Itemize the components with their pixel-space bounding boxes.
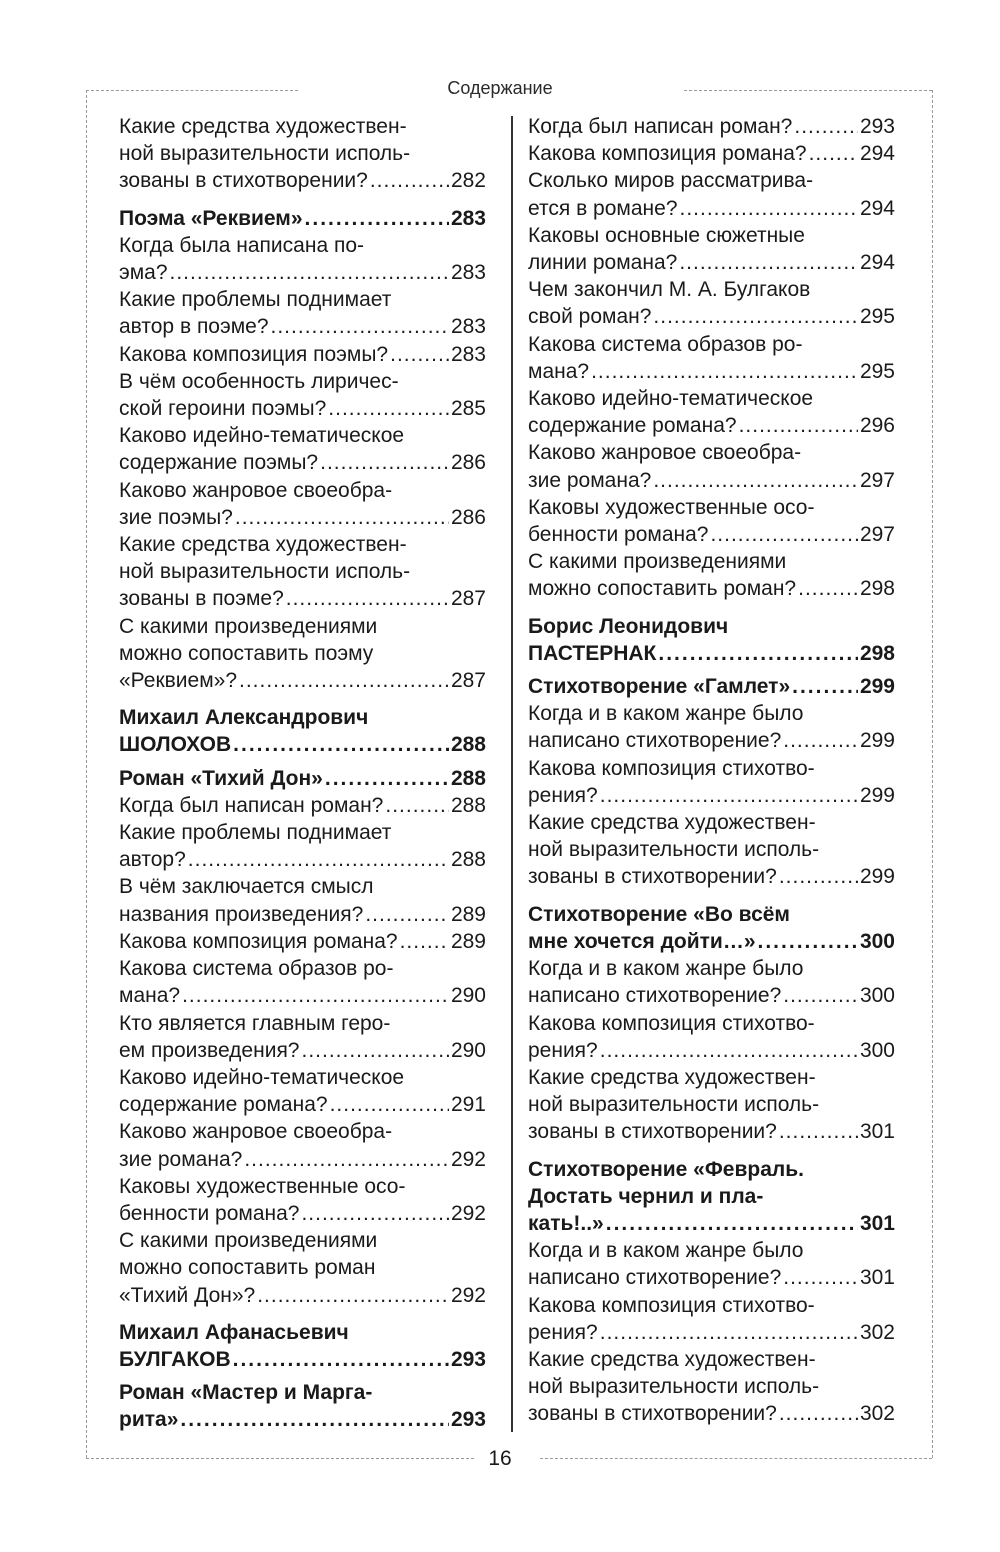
dot-leader — [365, 901, 449, 928]
toc-heading[interactable] — [528, 673, 895, 700]
dot-leader — [783, 727, 858, 754]
toc-entry-last-line — [119, 1091, 486, 1118]
toc-entry[interactable] — [119, 1064, 486, 1118]
toc-entry-title: содержание романа? — [119, 1093, 328, 1117]
toc-entry[interactable] — [528, 222, 895, 276]
toc-entry-line: Какие средства художествен- — [528, 1347, 816, 1371]
toc-entry-line: Сколько миров рассматрива- — [528, 169, 814, 193]
toc-entry[interactable] — [119, 1118, 486, 1172]
toc-entry-title: написано стихотворение? — [528, 729, 782, 753]
toc-entry-title: ется в романе? — [528, 196, 678, 220]
toc-entry-last-line — [528, 1264, 895, 1291]
toc-entry-line: ной выразительности исполь- — [528, 1375, 820, 1399]
dot-leader — [679, 249, 858, 276]
dot-leader — [330, 1091, 449, 1118]
toc-entry-line: Чем закончил М. А. Булгаков — [528, 278, 811, 302]
toc-entry-line: можно сопоставить роман — [119, 1256, 376, 1280]
toc-entry-last-line — [528, 928, 895, 955]
toc-entry-title: ем произведения? — [119, 1038, 300, 1062]
toc-page-number: 298 — [859, 641, 895, 665]
toc-entry-last-line — [119, 928, 486, 955]
dot-leader — [390, 341, 449, 368]
toc-entry-title: эма? — [119, 261, 168, 285]
toc-entry-line: Борис Леонидович — [528, 614, 729, 638]
toc-entry[interactable] — [119, 1227, 486, 1309]
toc-entry-line: Михаил Александрович — [119, 706, 369, 730]
toc-page-number: 290 — [450, 984, 486, 1008]
toc-entry-last-line — [528, 113, 895, 140]
toc-entry[interactable] — [119, 955, 486, 1009]
toc-entry[interactable] — [119, 531, 486, 613]
toc-entry-last-line — [528, 1037, 895, 1064]
dot-leader — [653, 467, 858, 494]
toc-entry-line: Каково идейно-тематическое — [119, 1065, 405, 1089]
dot-leader — [325, 765, 449, 792]
toc-entry-line: Каково жанровое своеобра- — [528, 441, 802, 465]
toc-page-number: 283 — [450, 261, 486, 285]
dot-leader — [653, 303, 858, 330]
toc-entry-line: Какие средства художествен- — [119, 533, 407, 557]
toc-entry-title: автор в поэме? — [119, 315, 269, 339]
toc-entry[interactable] — [528, 385, 895, 439]
toc-entry-last-line — [528, 863, 895, 890]
toc-entry-title: написано стихотворение? — [528, 984, 782, 1008]
dot-leader — [400, 928, 449, 955]
toc-entry[interactable] — [528, 276, 895, 330]
toc-entry[interactable] — [528, 1010, 895, 1064]
toc-entry-title: «Тихий Дон»? — [119, 1283, 256, 1307]
dot-leader — [794, 113, 858, 140]
dot-leader — [286, 585, 449, 612]
toc-page-number: 293 — [450, 1408, 486, 1432]
toc-page-number: 283 — [450, 342, 486, 366]
toc-entry-title: зованы в стихотворении? — [119, 169, 368, 193]
toc-entry-line: Когда была написана по- — [119, 233, 364, 257]
toc-entry-last-line — [528, 1400, 895, 1427]
toc-entry-title: написано стихотворение? — [528, 1266, 782, 1290]
toc-entry-title: зованы в стихотворении? — [528, 1120, 777, 1144]
toc-entry-title: зие поэмы? — [119, 505, 233, 529]
dot-leader — [271, 313, 449, 340]
dot-leader — [305, 205, 449, 232]
toc-entry-line: Когда и в каком жанре было — [528, 957, 804, 981]
toc-page-number: 285 — [450, 397, 486, 421]
toc-left-column — [119, 113, 486, 1434]
toc-entry-last-line — [119, 395, 486, 422]
toc-entry-line: Какие проблемы поднимает — [119, 821, 392, 845]
toc-page-number: 286 — [450, 505, 486, 529]
toc-page-number: 283 — [450, 206, 486, 230]
toc-entry-title: «Реквием»? — [119, 669, 237, 693]
dot-leader — [320, 449, 449, 476]
toc-page-number: 300 — [859, 984, 895, 1008]
dot-leader — [606, 1210, 858, 1237]
toc-entry[interactable] — [119, 928, 486, 955]
dot-leader — [239, 667, 449, 694]
toc-heading[interactable] — [528, 613, 895, 667]
toc-entry-last-line — [119, 205, 486, 232]
toc-entry[interactable] — [119, 113, 486, 195]
toc-page-number: 296 — [859, 414, 895, 438]
dot-leader — [591, 358, 858, 385]
toc-heading[interactable] — [119, 765, 486, 792]
dot-leader — [257, 1282, 449, 1309]
dot-leader — [301, 1200, 448, 1227]
toc-page-number: 301 — [859, 1120, 895, 1144]
toc-entry-title: Поэма «Реквием» — [119, 206, 303, 230]
dot-leader — [680, 195, 858, 222]
toc-entry-line: ной выразительности исполь- — [528, 1093, 820, 1117]
dot-leader — [170, 259, 449, 286]
toc-page-number: 286 — [450, 451, 486, 475]
toc-page-number: 288 — [450, 766, 486, 790]
dot-leader — [779, 1400, 858, 1427]
toc-entry-title: мне хочется дойти…» — [528, 929, 756, 953]
toc-entry-title: содержание поэмы? — [119, 451, 319, 475]
toc-entry-title: мана? — [528, 359, 590, 383]
toc-entry-title: можно сопоставить роман? — [528, 577, 797, 601]
toc-heading[interactable] — [119, 704, 486, 758]
toc-page-number: 301 — [859, 1211, 895, 1235]
toc-entry-last-line — [528, 195, 895, 222]
toc-entry[interactable] — [119, 477, 486, 531]
toc-entry-line: можно сопоставить поэму — [119, 641, 374, 665]
toc-entry-line: Какова композиция стихотво- — [528, 1011, 815, 1035]
toc-page-number: 291 — [450, 1093, 486, 1117]
toc-page-number: 294 — [859, 251, 895, 275]
toc-entry-line: Какие проблемы поднимает — [119, 288, 392, 312]
toc-entry-title: названия произведения? — [119, 902, 364, 926]
toc-entry-last-line — [528, 673, 895, 700]
toc-entry[interactable] — [119, 819, 486, 873]
toc-entry-last-line — [528, 782, 895, 809]
toc-entry-line: Какова композиция стихотво- — [528, 1293, 815, 1317]
toc-entry-last-line — [119, 259, 486, 286]
toc-entry-last-line — [528, 1319, 895, 1346]
toc-entry-last-line — [528, 727, 895, 754]
toc-page-number: 288 — [450, 793, 486, 817]
toc-entry-title: рения? — [528, 1320, 598, 1344]
toc-entry-line: В чём особенность лиричес- — [119, 369, 399, 393]
dot-leader — [758, 928, 858, 955]
toc-entry-line: Стихотворение «Во всём — [528, 902, 790, 926]
toc-entry[interactable] — [528, 1292, 895, 1346]
toc-entry-title: свой роман? — [528, 305, 652, 329]
toc-entry-last-line — [119, 313, 486, 340]
toc-entry-title: Какова композиция романа? — [119, 929, 398, 953]
toc-entry-title: Когда был написан роман? — [528, 115, 793, 138]
toc-entry-title: мана? — [119, 984, 181, 1008]
toc-entry-title: Какова композиция поэмы? — [119, 342, 389, 366]
toc-entry-line: Каковы художественные осо- — [528, 495, 815, 519]
toc-entry-last-line — [528, 982, 895, 1009]
toc-entry-line: ной выразительности исполь- — [119, 142, 411, 166]
dot-leader — [244, 1146, 449, 1173]
toc-page-number: 299 — [859, 675, 895, 699]
toc-page-number: 299 — [859, 729, 895, 753]
toc-page-number: 293 — [450, 1347, 486, 1371]
dot-leader — [302, 1037, 449, 1064]
toc-entry-line: Когда и в каком жанре было — [528, 702, 804, 726]
toc-entry-last-line — [119, 982, 486, 1009]
toc-entry-line: Когда и в каком жанре было — [528, 1239, 804, 1263]
toc-entry-last-line — [119, 504, 486, 531]
toc-page-number: 292 — [450, 1283, 486, 1307]
toc-entry-title: ской героини поэмы? — [119, 397, 327, 421]
toc-entry-last-line — [528, 358, 895, 385]
toc-entry[interactable] — [119, 873, 486, 927]
toc-page-number: 287 — [450, 587, 486, 611]
toc-entry[interactable] — [528, 439, 895, 493]
column-divider — [511, 116, 513, 1432]
toc-page-number: 298 — [859, 577, 895, 601]
dot-leader — [328, 395, 449, 422]
dot-leader — [385, 792, 449, 819]
toc-entry[interactable] — [528, 1237, 895, 1291]
frame-right-rule — [932, 90, 933, 1458]
toc-heading[interactable] — [119, 1319, 486, 1373]
toc-entry-title: рения? — [528, 1038, 598, 1062]
toc-entry-title: рита» — [119, 1408, 179, 1432]
dot-leader — [180, 1406, 449, 1433]
toc-page-number: 287 — [450, 669, 486, 693]
dot-leader — [600, 782, 858, 809]
toc-entry-title: зованы в стихотворении? — [528, 1402, 777, 1426]
dot-leader — [233, 731, 449, 758]
toc-page-number: 290 — [450, 1038, 486, 1062]
toc-entry-line: Какие средства художествен- — [528, 811, 816, 835]
toc-entry-line: С какими произведениями — [528, 550, 787, 574]
toc-entry[interactable] — [528, 809, 895, 891]
toc-entry-line: Достать чернил и пла- — [528, 1184, 764, 1208]
running-header: Содержание — [447, 78, 553, 98]
toc-entry-title: Когда был написан роман? — [119, 793, 384, 817]
toc-page-number: 295 — [859, 305, 895, 329]
toc-entry-line: ной выразительности исполь- — [119, 560, 411, 584]
toc-entry-line: Стихотворение «Февраль. — [528, 1157, 804, 1181]
toc-page-number: 302 — [859, 1402, 895, 1426]
toc-page-number: 283 — [450, 315, 486, 339]
toc-entry-title: ШОЛОХОВ — [119, 733, 232, 757]
toc-entry[interactable] — [528, 113, 895, 140]
toc-entry-last-line — [528, 467, 895, 494]
toc-entry-last-line — [119, 765, 486, 792]
toc-entry-line: Какова композиция стихотво- — [528, 756, 815, 780]
toc-heading[interactable] — [528, 1156, 895, 1238]
toc-entry-last-line — [119, 1037, 486, 1064]
toc-entry[interactable] — [119, 1173, 486, 1227]
toc-entry-last-line — [119, 901, 486, 928]
toc-entry-title: кать!..» — [528, 1211, 604, 1235]
toc-entry-line: Каково идейно-тематическое — [119, 424, 405, 448]
toc-entry-title: бенности романа? — [119, 1201, 300, 1225]
toc-page-number: 294 — [859, 142, 895, 166]
toc-entry-last-line — [119, 1346, 486, 1373]
toc-entry-last-line — [119, 792, 486, 819]
dot-leader — [658, 640, 858, 667]
toc-page-number: 302 — [859, 1320, 895, 1344]
toc-page-number: 297 — [859, 523, 895, 547]
toc-entry[interactable] — [119, 1010, 486, 1064]
toc-entry-line: Каковы художественные осо- — [119, 1174, 406, 1198]
toc-page-number: 292 — [450, 1201, 486, 1225]
toc-page-number: 289 — [450, 902, 486, 926]
toc-entry-title: зие романа? — [119, 1147, 243, 1171]
dot-leader — [710, 521, 857, 548]
toc-entry-last-line — [528, 575, 895, 602]
toc-entry-line: Михаил Афанасьевич — [119, 1320, 349, 1344]
toc-entry-last-line — [119, 449, 486, 476]
toc-page-number: 300 — [859, 929, 895, 953]
dot-leader — [233, 1346, 449, 1373]
toc-entry-last-line — [528, 640, 895, 667]
toc-entry[interactable] — [528, 1064, 895, 1146]
toc-entry-last-line — [119, 731, 486, 758]
toc-entry-line: Роман «Мастер и Марга- — [119, 1381, 373, 1405]
toc-entry-title: автор? — [119, 848, 186, 872]
toc-entry-last-line — [119, 167, 486, 194]
toc-entry[interactable] — [528, 548, 895, 602]
toc-entry-last-line — [528, 249, 895, 276]
dot-leader — [798, 575, 858, 602]
toc-entry-line: Какие средства художествен- — [119, 115, 407, 138]
toc-entry-title: Роман «Тихий Дон» — [119, 766, 323, 790]
toc-entry-last-line — [119, 585, 486, 612]
toc-entry-last-line — [119, 667, 486, 694]
toc-page-number: 292 — [450, 1147, 486, 1171]
toc-entry[interactable] — [119, 368, 486, 422]
toc-page-number: 300 — [859, 1038, 895, 1062]
toc-entry-title: БУЛГАКОВ — [119, 1347, 231, 1371]
dot-leader — [792, 673, 858, 700]
toc-entry-last-line — [119, 1146, 486, 1173]
frame-left-rule — [86, 90, 87, 1458]
toc-entry-title: бенности романа? — [528, 523, 709, 547]
toc-page-number: 288 — [450, 848, 486, 872]
toc-entry-last-line — [119, 341, 486, 368]
dot-leader — [779, 1118, 858, 1145]
toc-entry-last-line — [119, 1282, 486, 1309]
dot-leader — [783, 1264, 858, 1291]
toc-entry[interactable] — [119, 422, 486, 476]
toc-entry-line: В чём заключается смысл — [119, 875, 374, 899]
toc-entry-line: Какова система образов ро- — [119, 957, 394, 981]
toc-page-number: 301 — [859, 1266, 895, 1290]
toc-page-number: 282 — [450, 169, 486, 193]
dot-leader — [188, 846, 449, 873]
toc-page-number: 289 — [450, 929, 486, 953]
toc-entry[interactable] — [119, 286, 486, 340]
toc-heading[interactable] — [528, 901, 895, 955]
toc-entry-line: Каково жанровое своеобра- — [119, 1120, 393, 1144]
toc-entry-line: Кто является главным геро- — [119, 1011, 391, 1035]
toc-entry-line: Каковы основные сюжетные — [528, 223, 805, 247]
toc-entry-title: Стихотворение «Гамлет» — [528, 675, 791, 699]
toc-entry-line: Каково идейно-тематическое — [528, 387, 814, 411]
toc-heading[interactable] — [119, 1379, 486, 1433]
toc-entry-title: зованы в поэме? — [119, 587, 284, 611]
dot-leader — [600, 1037, 858, 1064]
toc-entry[interactable] — [528, 955, 895, 1009]
toc-entry-last-line — [528, 140, 895, 167]
page-number: 16 — [488, 1447, 512, 1470]
toc-entry-line: С какими произведениями — [119, 1229, 378, 1253]
toc-entry-title: Какова композиция романа? — [528, 142, 807, 166]
toc-entry[interactable] — [528, 1346, 895, 1428]
dot-leader — [739, 412, 858, 439]
dot-leader — [783, 982, 858, 1009]
toc-entry[interactable] — [119, 341, 486, 368]
dot-leader — [235, 504, 449, 531]
toc-entry-last-line — [528, 1118, 895, 1145]
dot-leader — [779, 863, 858, 890]
toc-entry-title: зие романа? — [528, 468, 652, 492]
toc-entry-title: ПАСТЕРНАК — [528, 641, 657, 665]
toc-entry[interactable] — [119, 792, 486, 819]
toc-entry-line: ной выразительности исполь- — [528, 838, 820, 862]
toc-page-number: 299 — [859, 783, 895, 807]
toc-entry[interactable] — [528, 331, 895, 385]
dot-leader — [809, 140, 858, 167]
toc-entry-last-line — [119, 1200, 486, 1227]
toc-page-number: 293 — [859, 115, 895, 138]
toc-entry-line: Какие средства художествен- — [528, 1065, 816, 1089]
toc-right-column — [528, 113, 895, 1428]
toc-entry-title: содержание романа? — [528, 414, 737, 438]
toc-page-number: 297 — [859, 468, 895, 492]
toc-entry[interactable] — [528, 140, 895, 167]
toc-entry-title: зованы в стихотворении? — [528, 865, 777, 889]
toc-entry-last-line — [528, 303, 895, 330]
toc-entry-line: С какими произведениями — [119, 614, 378, 638]
toc-entry-last-line — [528, 1210, 895, 1237]
toc-entry-last-line — [119, 1406, 486, 1433]
toc-page-number: 288 — [450, 733, 486, 757]
toc-entry-last-line — [119, 846, 486, 873]
dot-leader — [370, 167, 449, 194]
toc-page-number: 299 — [859, 865, 895, 889]
toc-heading[interactable] — [119, 205, 486, 232]
toc-entry[interactable] — [528, 494, 895, 548]
toc-entry[interactable] — [528, 167, 895, 221]
toc-entry-last-line — [528, 521, 895, 548]
toc-entry-title: линии романа? — [528, 251, 678, 275]
toc-entry[interactable] — [528, 755, 895, 809]
toc-entry[interactable] — [528, 700, 895, 754]
toc-page-number: 295 — [859, 359, 895, 383]
toc-page-number: 294 — [859, 196, 895, 220]
toc-entry-line: Каково жанровое своеобра- — [119, 478, 393, 502]
toc-entry-title: рения? — [528, 783, 598, 807]
dot-leader — [182, 982, 449, 1009]
toc-entry-last-line — [528, 412, 895, 439]
toc-entry[interactable] — [119, 232, 486, 286]
dot-leader — [600, 1319, 858, 1346]
toc-entry[interactable] — [119, 613, 486, 695]
toc-entry-line: Какова система образов ро- — [528, 332, 803, 356]
